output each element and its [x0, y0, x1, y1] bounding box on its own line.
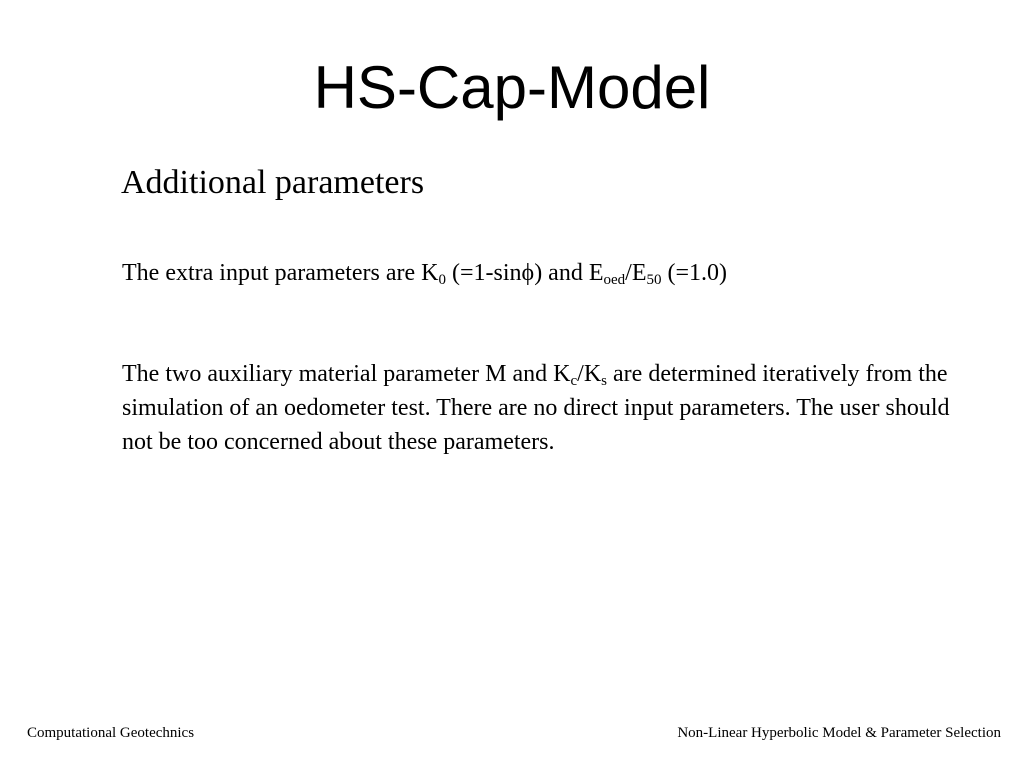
k0-subscript: 0: [438, 272, 447, 288]
extra-parameters-paragraph: [122, 256, 982, 290]
footer-right: Non-Linear Hyperbolic Model & Parameter Selection: [677, 725, 1001, 741]
para1-text-5: (=1.0): [661, 260, 728, 286]
para2-text-2: /K: [577, 361, 602, 387]
phi-symbol: ϕ: [521, 260, 535, 286]
eoed-subscript: oed: [603, 272, 626, 288]
kc-subscript: c: [570, 373, 578, 389]
ks-subscript: s: [601, 373, 608, 389]
para1-text-3: ) and E: [534, 260, 604, 286]
para1-text-2: (=1-sin: [446, 260, 522, 286]
para1-text-1: The extra input parameters are K: [122, 260, 439, 286]
para2-text-3: are determined iteratively from the simulation of an oedometer test. There are no direct input parameters. The user should not be too concerned about these parameters.: [122, 361, 950, 455]
e50-subscript: 50: [646, 272, 662, 288]
para2-text-1: The two auxiliary material parameter M and K: [122, 361, 571, 387]
para1-text-4: /E: [625, 260, 647, 286]
footer-left: Computational Geotechnics: [27, 725, 195, 741]
slide-subtitle: Additional parameters: [121, 164, 425, 201]
slide-title: HS-Cap-Model: [313, 54, 711, 121]
auxiliary-parameters-paragraph: [122, 357, 962, 459]
